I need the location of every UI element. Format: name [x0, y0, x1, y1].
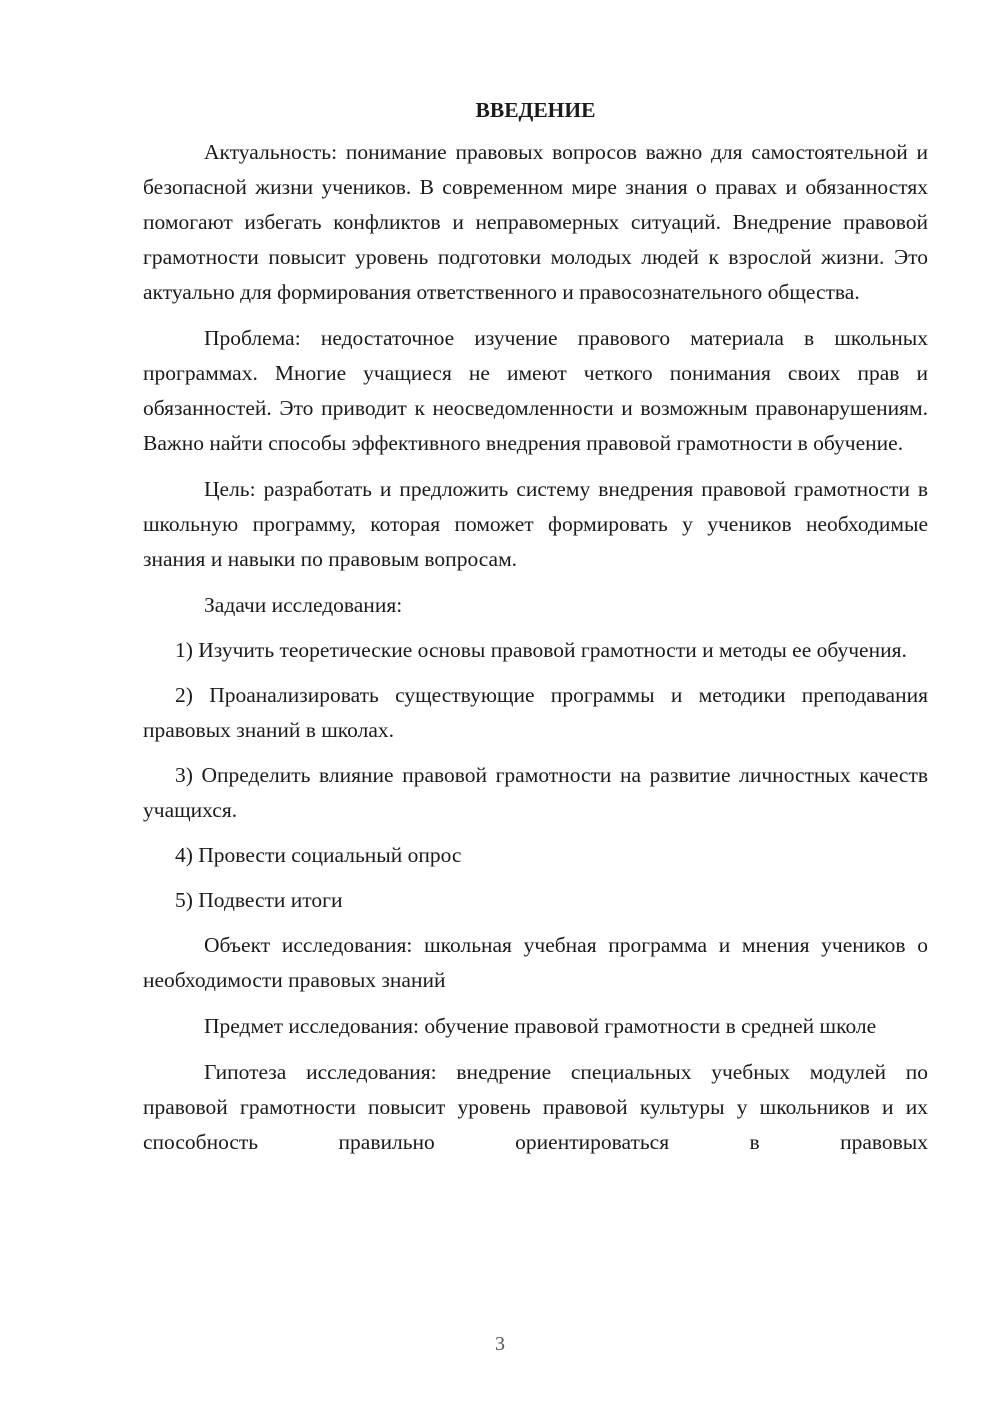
paragraph-object: Объект исследования: школьная учебная программа и мнения учеников о необходимости правовых знаний	[143, 933, 928, 992]
paragraph-goal: Цель: разработать и предложить систему внедрения правовой грамотности в школьную программу, которая поможет формировать у учеников необходимые знания и навыки по правовым вопросам.	[143, 477, 928, 571]
page-content	[143, 96, 928, 1171]
list-item-task-2: 2) Проанализировать существующие программы и методики преподавания правовых знаний в школах.	[143, 683, 928, 742]
page-title: ВВЕДЕНИЕ	[475, 98, 596, 122]
page-number: 3	[495, 1333, 505, 1355]
tasks-list	[143, 633, 928, 918]
paragraph-relevance: Актуальность: понимание правовых вопросов важно для самостоятельной и безопасной жизни учеников. В современном мире знания о правах и обязанностях помогают избегать конфликтов и неправомерных ситуаций. Внедрение правовой грамотности повысит уровень подготовки молодых людей к взрослой жизни. Это актуально для формирования ответственного и правосознательного общества.	[143, 140, 928, 304]
list-item-task-5: 5) Подвести итоги	[175, 888, 343, 912]
list-item-task-1: 1) Изучить теоретические основы правовой грамотности и методы ее обучения.	[175, 638, 907, 662]
list-item-task-3: 3) Определить влияние правовой грамотности на развитие личностных качеств учащихся.	[143, 763, 928, 822]
tasks-heading: Задачи исследования:	[204, 593, 403, 617]
paragraph-hypothesis: Гипотеза исследования: внедрение специальных учебных модулей по правовой грамотности повысит уровень правовой культуры у школьников и их способность правильно ориентироваться в правовых	[143, 1060, 928, 1154]
paragraph-subject: Предмет исследования: обучение правовой грамотности в средней школе	[204, 1014, 877, 1038]
list-item-task-4: 4) Провести социальный опрос	[175, 843, 462, 867]
paragraph-problem: Проблема: недостаточное изучение правового материала в школьных программах. Многие учащиеся не имеют четкого понимания своих прав и обязанностей. Это приводит к неосведомленности и возможным правонарушениям. Важно найти способы эффективного внедрения правовой грамотности в обучение.	[143, 326, 928, 455]
